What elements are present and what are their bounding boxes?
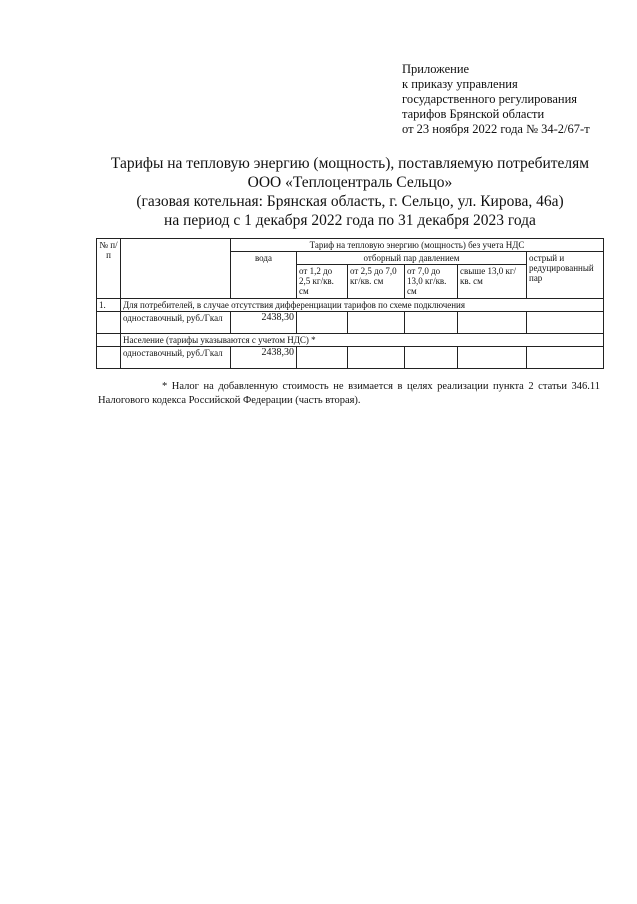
num-header: № п/п (97, 239, 121, 299)
empty-cell (97, 334, 121, 347)
empty-cell (527, 347, 604, 369)
empty-cell (405, 347, 458, 369)
rate-label: одноставочный, руб./Гкал (121, 312, 231, 334)
appendix-line: к приказу управления (402, 77, 518, 91)
empty-cell (97, 312, 121, 334)
steam-range-header: от 7,0 до 13,0 кг/кв. см (405, 265, 458, 299)
title-line: ООО «Теплоцентраль Сельцо» (247, 174, 453, 191)
water-header: вода (231, 252, 297, 299)
empty-cell (405, 312, 458, 334)
section-number: 1. (97, 299, 121, 312)
appendix-line: тарифов Брянской области (402, 107, 545, 121)
footnote: * Налог на добавленную стоимость не взимается в целях реализации пункта 2 статьи 346.11 Налогового кодекса Российской Федерации (часть вторая). (98, 381, 600, 406)
empty-cell (297, 347, 348, 369)
title-line: Тарифы на тепловую энергию (мощность), поставляемую потребителям (110, 155, 590, 172)
sharp-steam-header: острый и редуцированный пар (527, 252, 604, 299)
tariff-header: Тариф на тепловую энергию (мощность) без учета НДС (231, 239, 604, 252)
section-label: Население (тарифы указываются с учетом НДС) * (121, 334, 604, 347)
appendix-line: от 23 ноября 2022 года № 34-2/67-т (402, 122, 590, 136)
empty-cell (97, 347, 121, 369)
steam-range-header: от 2,5 до 7,0 кг/кв. см (348, 265, 405, 299)
appendix-line: Приложение (402, 62, 470, 76)
tariff-table (96, 238, 604, 369)
steam-group-header: отборный пар давлением (297, 252, 527, 265)
empty-cell (458, 347, 527, 369)
section-row (97, 299, 604, 312)
rate-label: одноставочный, руб./Гкал (121, 347, 231, 369)
section-label: Для потребителей, в случае отсутствия дифференциации тарифов по схеме подключения (121, 299, 604, 312)
empty-cell (297, 312, 348, 334)
label-header (121, 239, 231, 299)
water-value: 2438,30 (231, 347, 297, 369)
water-value: 2438,30 (231, 312, 297, 334)
steam-range-header: свыше 13,0 кг/кв. см (458, 265, 527, 299)
table-row (97, 347, 604, 369)
steam-range-header: от 1,2 до 2,5 кг/кв. см (297, 265, 348, 299)
header-row (97, 239, 604, 252)
empty-cell (458, 312, 527, 334)
empty-cell (348, 347, 405, 369)
appendix-line: государственного регулирования (402, 92, 578, 106)
title-line: на период с 1 декабря 2022 года по 31 декабря 2023 года (164, 212, 536, 229)
title-line: (газовая котельная: Брянская область, г. Сельцо, ул. Кирова, 46а) (136, 193, 564, 210)
empty-cell (348, 312, 405, 334)
section-row (97, 334, 604, 347)
table-row (97, 312, 604, 334)
appendix-block (402, 62, 590, 137)
document-title (60, 154, 637, 230)
empty-cell (527, 312, 604, 334)
